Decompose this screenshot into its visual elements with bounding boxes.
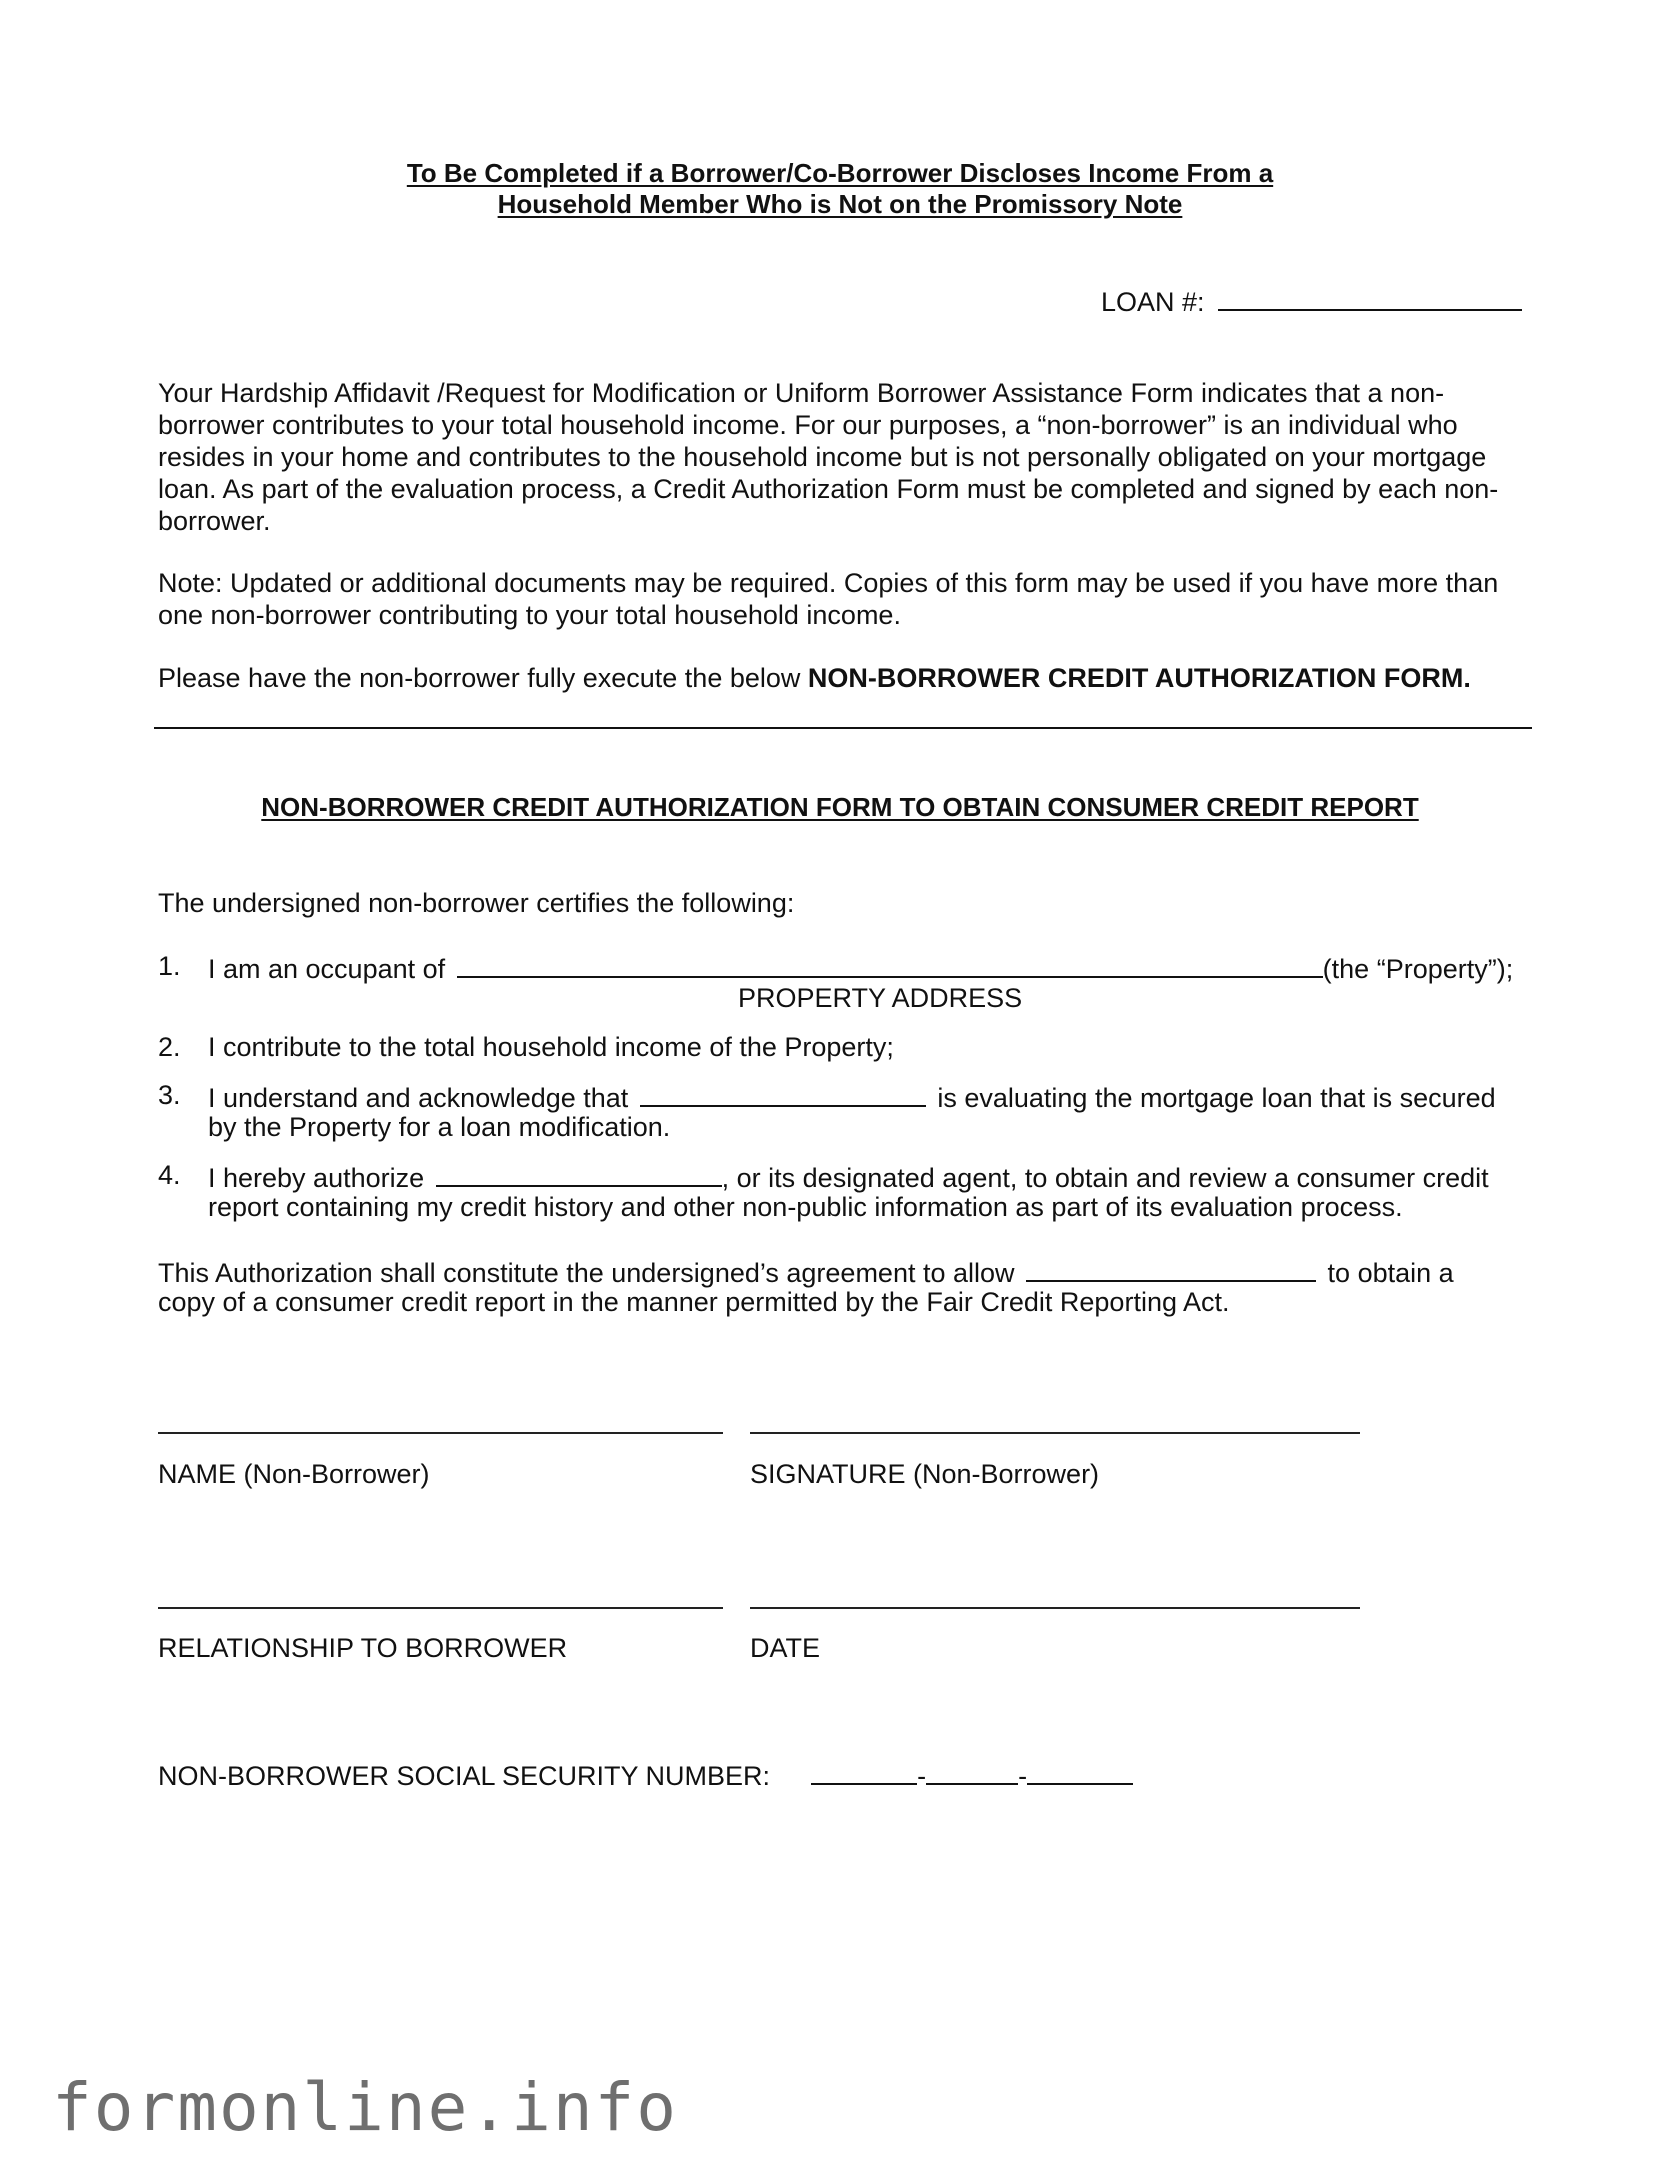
relationship-label: RELATIONSHIP TO BORROWER xyxy=(158,1633,568,1663)
loan-number-row xyxy=(1101,283,1522,318)
certifies-text: The undersigned non-borrower certifies the following: xyxy=(158,888,795,918)
item-4-line-1: I hereby authorize , or its designated agent, to obtain and review a consumer credit xyxy=(208,1159,1489,1194)
lender-name-field-3[interactable] xyxy=(1026,1254,1316,1282)
date-line[interactable] xyxy=(750,1607,1360,1609)
item-2-number: 2. xyxy=(158,1032,181,1062)
name-signature-line[interactable] xyxy=(158,1432,723,1434)
watermark: formonline.info xyxy=(52,2069,679,2146)
item-2-text: I contribute to the total household income of the Property; xyxy=(208,1032,894,1062)
property-address-field[interactable] xyxy=(457,950,1323,978)
instruction-paragraph: Please have the non-borrower fully execute the below NON-BORROWER CREDIT AUTHORIZATION FORM. xyxy=(158,663,1471,693)
ssn-field-part-2[interactable] xyxy=(926,1757,1018,1785)
item-3-line-1: I understand and acknowledge that is evaluating the mortgage loan that is secured xyxy=(208,1079,1496,1114)
signature-label: SIGNATURE (Non-Borrower) xyxy=(750,1459,1100,1489)
ssn-label: NON-BORROWER SOCIAL SECURITY NUMBER: xyxy=(158,1761,771,1791)
header-line-1: To Be Completed if a Borrower/Co-Borrower Discloses Income From a xyxy=(406,158,1274,188)
intro-paragraph: Your Hardship Affidavit /Request for Modification or Uniform Borrower Assistance Form indicates that a non-borrower contributes to your total household income. For our purposes, a “non-borrower” is an individual who resides in your home and contributes to the household income but is not personally obligated on your mortgage loan. As part of the evaluation process, a Credit Authorization Form must be completed and signed by each non-borrower. xyxy=(158,378,1499,536)
ssn-field-part-1[interactable] xyxy=(811,1757,917,1785)
relationship-line[interactable] xyxy=(158,1607,723,1609)
ssn-row: NON-BORROWER SOCIAL SECURITY NUMBER: - - xyxy=(158,1757,1133,1792)
ssn-field-part-3[interactable] xyxy=(1027,1757,1133,1785)
loan-number-field[interactable] xyxy=(1218,283,1522,311)
item-1-line: I am an occupant of (the “Property”); xyxy=(208,950,1513,985)
item-3-line-2: by the Property for a loan modification. xyxy=(208,1112,671,1142)
name-label: NAME (Non-Borrower) xyxy=(158,1459,430,1489)
item-1-number: 1. xyxy=(158,951,181,981)
signature-line[interactable] xyxy=(750,1432,1360,1434)
form-title: NON-BORROWER CREDIT AUTHORIZATION FORM TO OBTAIN CONSUMER CREDIT REPORT xyxy=(261,792,1419,822)
header-line-2: Household Member Who is Not on the Promissory Note xyxy=(497,189,1183,219)
date-label: DATE xyxy=(750,1633,821,1663)
lender-name-field-1[interactable] xyxy=(640,1079,926,1107)
authorization-line-2: copy of a consumer credit report in the manner permitted by the Fair Credit Reporting Act. xyxy=(158,1287,1230,1317)
item-3-number: 3. xyxy=(158,1080,181,1110)
item-4-number: 4. xyxy=(158,1160,181,1190)
loan-number-label: LOAN #: xyxy=(1101,287,1205,317)
section-divider xyxy=(154,727,1532,729)
lender-name-field-2[interactable] xyxy=(436,1159,722,1187)
property-address-caption: PROPERTY ADDRESS xyxy=(738,983,1023,1013)
authorization-line-1: This Authorization shall constitute the undersigned’s agreement to allow to obtain a xyxy=(158,1254,1454,1289)
note-paragraph: Note: Updated or additional documents may be required. Copies of this form may be used if you have more than one non-borrower contributing to your total household income. xyxy=(158,568,1499,630)
item-4-line-2: report containing my credit history and other non-public information as part of its evaluation process. xyxy=(208,1192,1403,1222)
